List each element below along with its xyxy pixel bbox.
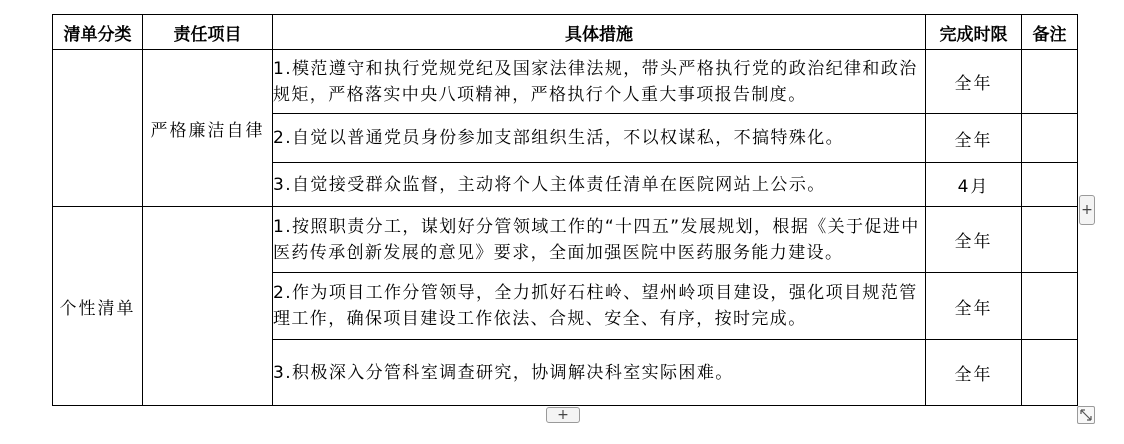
remark-cell[interactable] — [1022, 50, 1078, 114]
header-category: 清单分类 — [53, 15, 143, 50]
plus-icon: + — [1081, 202, 1093, 218]
remark-cell[interactable] — [1022, 163, 1078, 207]
remark-cell[interactable] — [1022, 273, 1078, 340]
add-row-button[interactable] — [546, 407, 580, 423]
remark-cell[interactable] — [1022, 114, 1078, 163]
responsibility-table — [52, 14, 1078, 406]
header-measures: 具体措施 — [273, 15, 926, 50]
header-row — [53, 15, 1078, 50]
header-remarks: 备注 — [1022, 15, 1078, 50]
measure-cell[interactable]: 3.积极深入分管科室调查研究，协调解决科室实际困难。 — [273, 340, 926, 406]
deadline-cell[interactable]: 全年 — [926, 273, 1022, 340]
project-cell[interactable] — [143, 207, 273, 406]
deadline-cell[interactable]: 全年 — [926, 114, 1022, 163]
deadline-cell[interactable]: 全年 — [926, 50, 1022, 114]
header-deadline: 完成时限 — [926, 15, 1022, 50]
deadline-cell[interactable]: 全年 — [926, 207, 1022, 273]
table-resize-handle[interactable] — [1077, 406, 1095, 424]
header-project: 责任项目 — [143, 15, 273, 50]
project-cell[interactable]: 严格廉洁自律 — [143, 50, 273, 207]
measure-cell[interactable]: 2.作为项目工作分管领导，全力抓好石柱岭、望州岭项目建设，强化项目规范管理工作，确保项目建设工作依法、合规、安全、有序，按时完成。 — [273, 273, 926, 340]
plus-icon: + — [557, 407, 569, 423]
deadline-cell[interactable]: 4月 — [926, 163, 1022, 207]
remark-cell[interactable] — [1022, 207, 1078, 273]
resize-icon — [1078, 407, 1094, 423]
category-cell[interactable]: 个性清单 — [53, 207, 143, 406]
deadline-cell[interactable]: 全年 — [926, 340, 1022, 406]
measure-cell[interactable]: 2.自觉以普通党员身份参加支部组织生活，不以权谋私，不搞特殊化。 — [273, 114, 926, 163]
add-column-button[interactable] — [1079, 195, 1095, 225]
category-cell[interactable] — [53, 50, 143, 207]
table-row — [53, 207, 1078, 273]
measure-cell[interactable]: 3.自觉接受群众监督，主动将个人主体责任清单在医院网站上公示。 — [273, 163, 926, 207]
remark-cell[interactable] — [1022, 340, 1078, 406]
measure-cell[interactable]: 1.按照职责分工，谋划好分管领域工作的“十四五”发展规划，根据《关于促进中医药传承创新发展的意见》要求，全面加强医院中医药服务能力建设。 — [273, 207, 926, 273]
table-row — [53, 50, 1078, 114]
measure-cell[interactable]: 1.模范遵守和执行党规党纪及国家法律法规，带头严格执行党的政治纪律和政治规矩，严格落实中央八项精神，严格执行个人重大事项报告制度。 — [273, 50, 926, 114]
